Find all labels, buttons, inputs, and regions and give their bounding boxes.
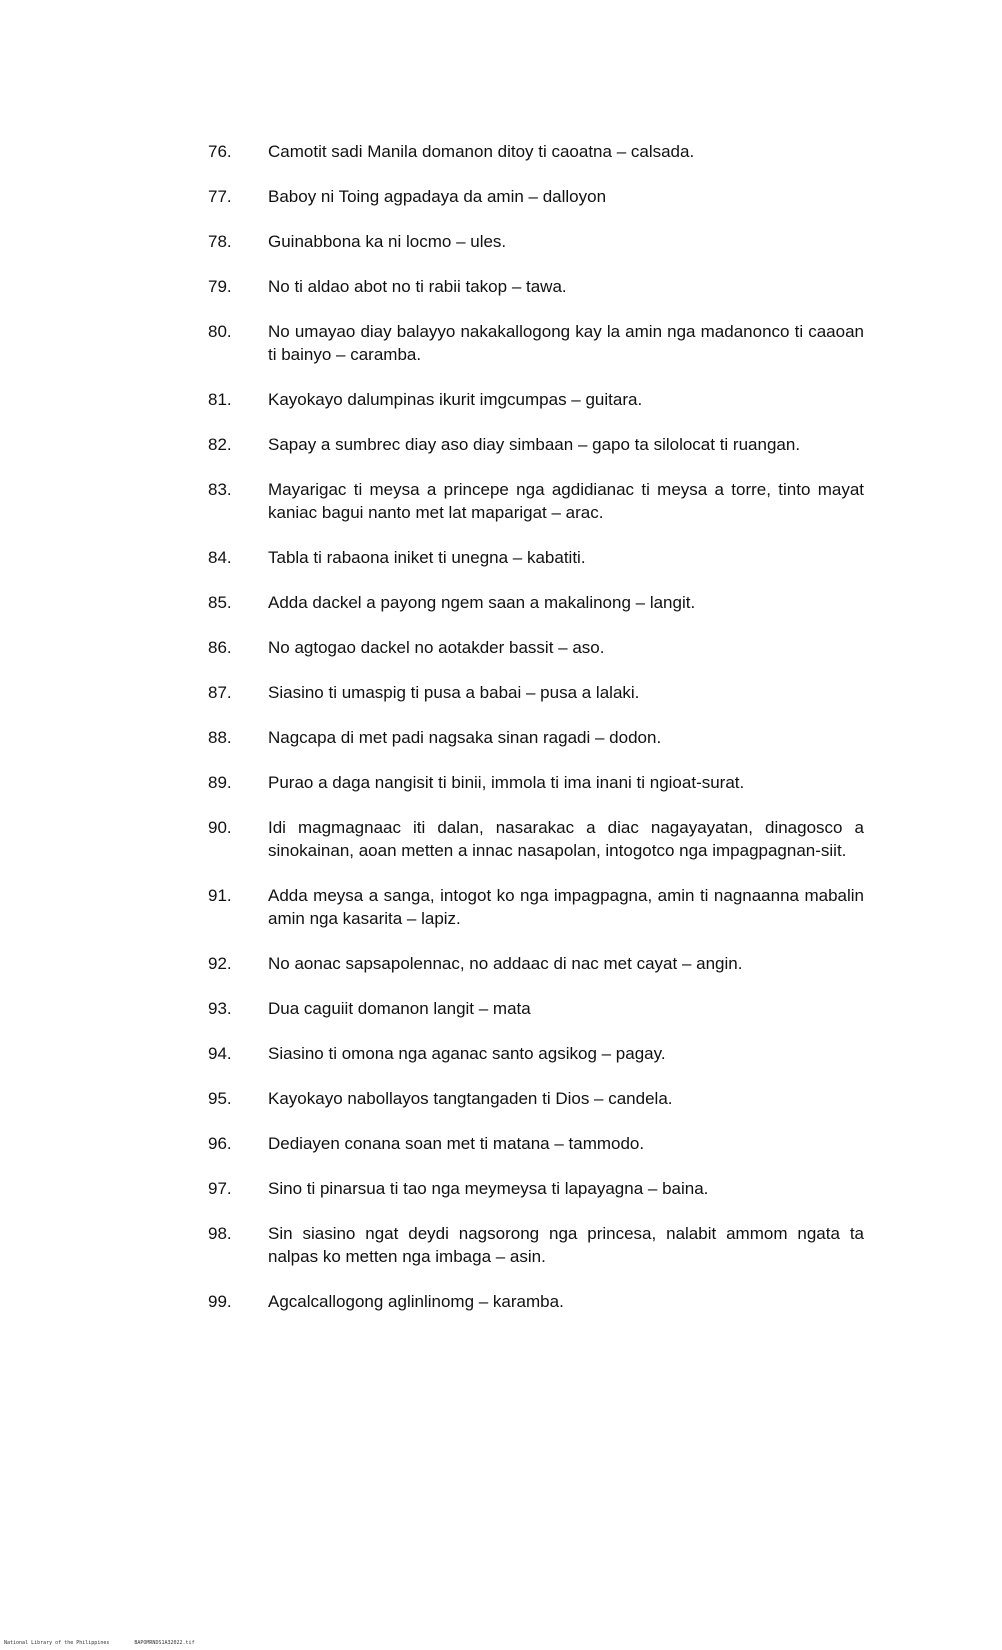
riddle-item (208, 230, 864, 253)
riddle-text: Tabla ti rabaona iniket ti unegna – kabatiti. (268, 548, 586, 567)
riddle-number: 79. (208, 277, 232, 296)
scan-footer (4, 1640, 217, 1646)
riddle-number: 84. (208, 548, 232, 567)
riddle-text: No ti aldao abot no ti rabii takop – tawa. (268, 277, 567, 296)
riddle-text: No umayao diay balayyo nakakallogong kay la amin nga madanonco ti caaoan ti bainyo – caramba. (268, 322, 864, 364)
riddle-number: 78. (208, 232, 232, 251)
riddle-item (208, 1087, 864, 1110)
riddle-text: Dediayen conana soan met ti matana – tammodo. (268, 1134, 645, 1153)
riddle-item (208, 388, 864, 411)
riddle-number: 87. (208, 683, 232, 702)
riddle-item (208, 275, 864, 298)
riddle-item (208, 997, 864, 1020)
riddle-number: 96. (208, 1134, 232, 1153)
riddle-number: 77. (208, 187, 232, 206)
riddle-text: Kayokayo nabollayos tangtangaden ti Dios – candela. (268, 1089, 673, 1108)
riddle-number: 90. (208, 818, 232, 837)
riddle-text: Idi magmagnaac iti dalan, nasarakac a diac nagayayatan, dinagosco a sinokainan, aoan metten a innac nasapolan, intogotco nga impagpagnan-siit. (268, 818, 864, 860)
riddle-number: 81. (208, 390, 232, 409)
riddle-item (208, 591, 864, 614)
riddle-text: Adda meysa a sanga, intogot ko nga impagpagna, amin ti nagnaanna mabalin amin nga kasarita – lapiz. (268, 886, 864, 928)
footer-library: National Library of the Philippines (4, 1640, 110, 1646)
riddle-number: 80. (208, 322, 232, 341)
riddle-item (208, 185, 864, 208)
riddle-number: 92. (208, 954, 232, 973)
riddle-text: Siasino ti umaspig ti pusa a babai – pusa a lalaki. (268, 683, 640, 702)
riddle-number: 83. (208, 480, 232, 499)
riddle-item (208, 636, 864, 659)
riddle-item (208, 1132, 864, 1155)
riddle-item (208, 140, 864, 163)
riddle-text: Kayokayo dalumpinas ikurit imgcumpas – guitara. (268, 390, 643, 409)
riddle-item (208, 1222, 864, 1268)
riddle-item (208, 1290, 864, 1313)
riddle-item (208, 952, 864, 975)
riddle-text: Agcalcallogong aglinlinomg – karamba. (268, 1292, 564, 1311)
riddle-text: Baboy ni Toing agpadaya da amin – dalloyon (268, 187, 607, 206)
riddle-text: No aonac sapsapolennac, no addaac di nac met cayat – angin. (268, 954, 743, 973)
riddle-text: Sin siasino ngat deydi nagsorong nga princesa, nalabit ammom ngata ta nalpas ko metten nga imbaga – asin. (268, 1224, 864, 1266)
riddle-text: Sapay a sumbrec diay aso diay simbaan – gapo ta silolocat ti ruangan. (268, 435, 801, 454)
riddle-text: Adda dackel a payong ngem saan a makalinong – langit. (268, 593, 696, 612)
riddle-number: 85. (208, 593, 232, 612)
riddle-number: 99. (208, 1292, 232, 1311)
riddle-number: 86. (208, 638, 232, 657)
riddle-text: Guinabbona ka ni locmo – ules. (268, 232, 507, 251)
riddle-item (208, 546, 864, 569)
riddle-item (208, 726, 864, 749)
riddle-text: Dua caguiit domanon langit – mata (268, 999, 531, 1018)
riddle-text: Siasino ti omona nga aganac santo agsikog – pagay. (268, 1044, 666, 1063)
riddle-number: 82. (208, 435, 232, 454)
riddle-number: 89. (208, 773, 232, 792)
riddle-item (208, 771, 864, 794)
riddle-list (208, 140, 864, 1335)
riddle-number: 94. (208, 1044, 232, 1063)
riddle-item (208, 433, 864, 456)
riddle-text: Purao a daga nangisit ti binii, immola ti ima inani ti ngioat-surat. (268, 773, 745, 792)
riddle-number: 98. (208, 1224, 232, 1243)
riddle-item (208, 478, 864, 524)
riddle-number: 97. (208, 1179, 232, 1198)
riddle-number: 88. (208, 728, 232, 747)
riddle-number: 95. (208, 1089, 232, 1108)
riddle-number: 93. (208, 999, 232, 1018)
riddle-item (208, 681, 864, 704)
riddle-text: Mayarigac ti meysa a princepe nga agdidianac ti meysa a torre, tinto mayat kaniac bagui nanto met lat maparigat – arac. (268, 480, 864, 522)
riddle-number: 91. (208, 886, 232, 905)
riddle-item (208, 320, 864, 366)
riddle-item (208, 1042, 864, 1065)
riddle-item (208, 1177, 864, 1200)
footer-file: BAPOMRNDS1A32022.tif (134, 1640, 195, 1646)
riddle-number: 76. (208, 142, 232, 161)
riddle-text: Camotit sadi Manila domanon ditoy ti caoatna – calsada. (268, 142, 695, 161)
riddle-item (208, 884, 864, 930)
riddle-text: Nagcapa di met padi nagsaka sinan ragadi – dodon. (268, 728, 662, 747)
riddle-text: No agtogao dackel no aotakder bassit – aso. (268, 638, 605, 657)
riddle-text: Sino ti pinarsua ti tao nga meymeysa ti lapayagna – baina. (268, 1179, 709, 1198)
riddle-item (208, 816, 864, 862)
